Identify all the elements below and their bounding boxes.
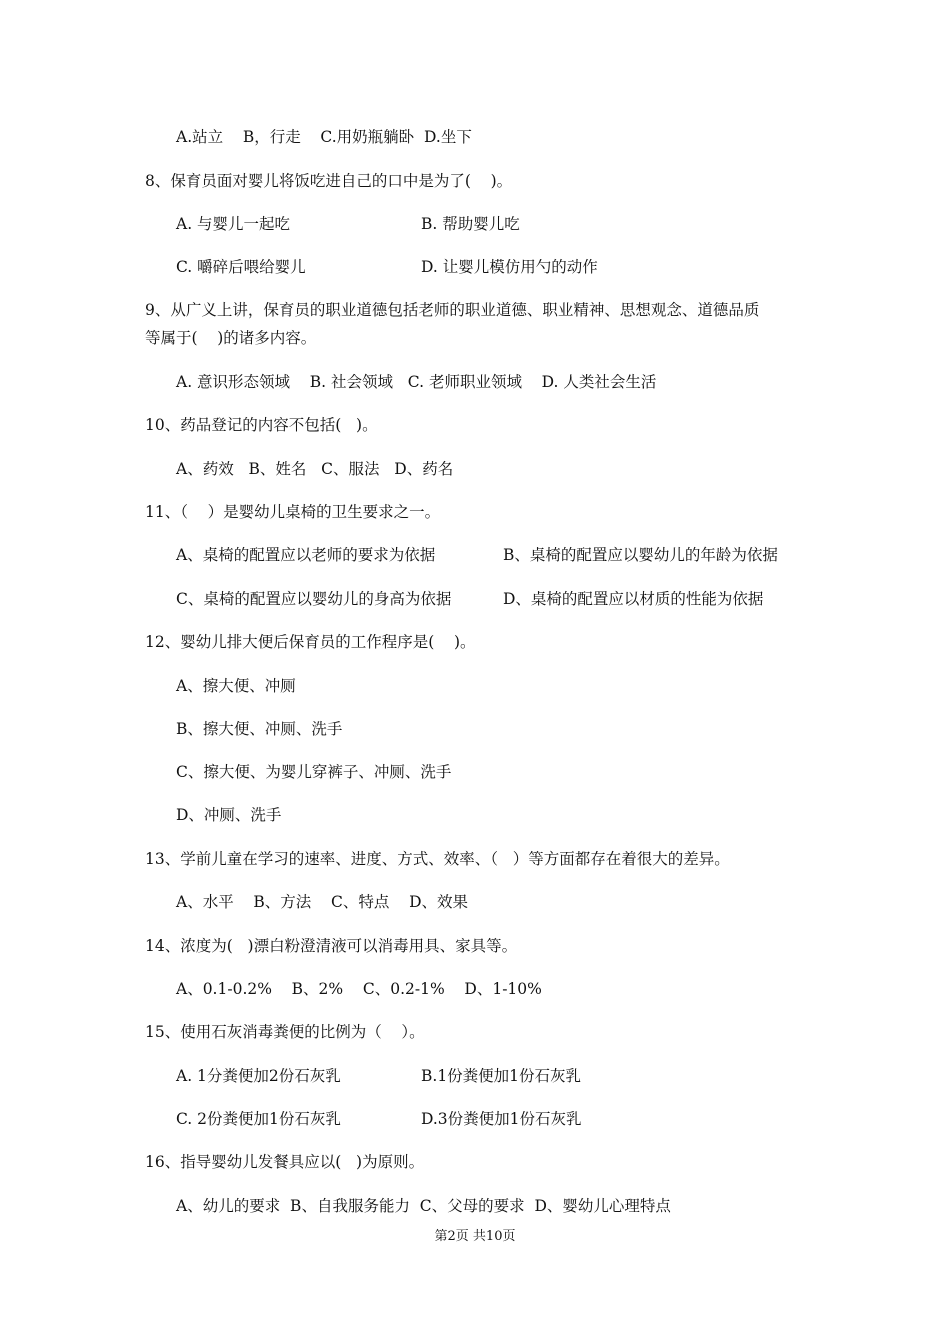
q12-option-a: A、擦大便、冲厕 — [176, 677, 296, 695]
question-15: 15、使用石灰消毒粪便的比例为（ ）。 — [145, 1023, 425, 1041]
question-16: 16、指导婴幼儿发餐具应以( )为原则。 — [145, 1153, 425, 1171]
q8-option-b: B. 帮助婴儿吃 — [421, 215, 520, 233]
page-footer: 第2页 共10页 — [434, 1229, 516, 1244]
q11-option-c: C、桌椅的配置应以婴幼儿的身高为依据 — [176, 590, 452, 608]
q15-option-a: A. 1分粪便加2份石灰乳 — [176, 1067, 341, 1085]
q11-option-a: A、桌椅的配置应以老师的要求为依据 — [176, 546, 436, 564]
q15-option-c: C. 2份粪便加1份石灰乳 — [176, 1110, 341, 1128]
q12-option-c: C、擦大便、为婴儿穿裤子、冲厕、洗手 — [176, 763, 452, 781]
q15-option-b: B.1份粪便加1份石灰乳 — [421, 1067, 582, 1085]
question-10: 10、药品登记的内容不包括( )。 — [145, 416, 378, 434]
q9-options: A. 意识形态领域 B. 社会领域 C. 老师职业领域 D. 人类社会生活 — [176, 373, 657, 391]
q10-options: A、药效 B、姓名 C、服法 D、药名 — [176, 460, 454, 478]
question-12: 12、婴幼儿排大便后保育员的工作程序是( )。 — [145, 633, 476, 651]
q16-options: A、幼儿的要求 B、自我服务能力 C、父母的要求 D、婴幼儿心理特点 — [176, 1197, 671, 1215]
question-9-line-2: 等属于( )的诸多内容。 — [145, 329, 317, 347]
question-8: 8、保育员面对婴儿将饭吃进自己的口中是为了( )。 — [145, 172, 513, 190]
question-13: 13、学前儿童在学习的速率、进度、方式、效率、（ ）等方面都存在着很大的差异。 — [145, 850, 730, 868]
q8-option-c: C. 嚼碎后喂给婴儿 — [176, 258, 306, 276]
q11-option-d: D、桌椅的配置应以材质的性能为依据 — [503, 590, 764, 608]
question-14: 14、浓度为( )漂白粉澄清液可以消毒用具、家具等。 — [145, 937, 518, 955]
question-9-line-1: 9、从广义上讲，保育员的职业道德包括老师的职业道德、职业精神、思想观念、道德品质 — [145, 301, 760, 319]
q7-options: A.站立 B，行走 C.用奶瓶躺卧 D.坐下 — [176, 128, 472, 146]
q12-option-b: B、擦大便、冲厕、洗手 — [176, 720, 343, 738]
question-11: 11、（ ）是婴幼儿桌椅的卫生要求之一。 — [145, 503, 441, 521]
q14-options: A、0.1-0.2% B、2% C、0.2-1% D、1-10% — [176, 980, 542, 998]
q8-option-d: D. 让婴儿模仿用勺的动作 — [421, 258, 598, 276]
q13-options: A、水平 B、方法 C、特点 D、效果 — [176, 893, 468, 911]
q8-option-a: A. 与婴儿一起吃 — [176, 215, 291, 233]
q12-option-d: D、冲厕、洗手 — [176, 806, 282, 824]
q15-option-d: D.3份粪便加1份石灰乳 — [421, 1110, 582, 1128]
q11-option-b: B、桌椅的配置应以婴幼儿的年龄为依据 — [503, 546, 778, 564]
